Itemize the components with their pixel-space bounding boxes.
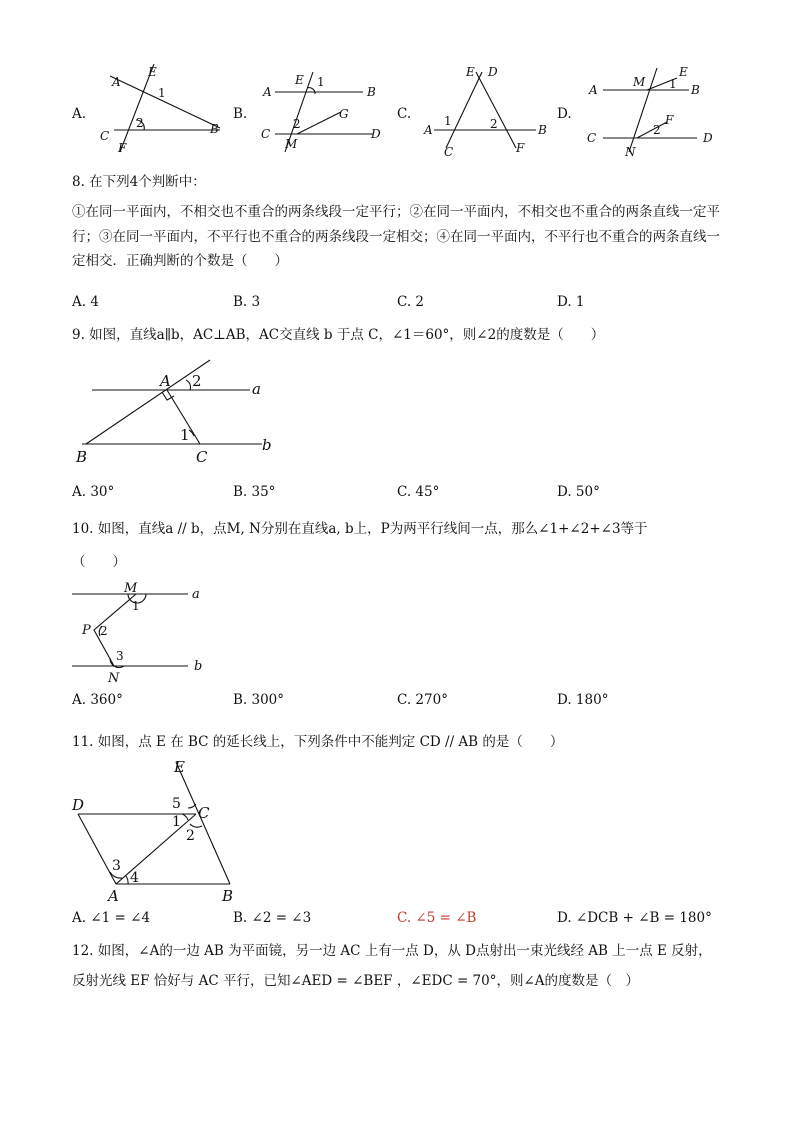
q10-paren: （ ）	[72, 554, 126, 570]
q11-label-5: 5	[172, 796, 181, 812]
q11-label-B: B	[222, 887, 234, 905]
q9-options	[0, 484, 794, 506]
fig7c-label-F: F	[516, 141, 525, 155]
fig7d-label-N: N	[625, 145, 636, 159]
q7-option-a-label: A.	[72, 106, 87, 122]
fig7d-label-B: B	[691, 83, 700, 97]
q8-body: ①在同一平面内，不相交也不重合的两条线段一定平行；②在同一平面内，不相交也不重合的两条直线一定平行；③在同一平面内，不平行也不重合的两条线段一定相交；④在同一平面内，不平行也不重合的两条直线一定相交．正确判断的个数是（ ）	[72, 204, 720, 269]
q10-stem: 10. 如图，直线a // b，点M, N分别在直线a, b上，P为两平行线间一点，那么∠1+∠2+∠3等于	[72, 521, 648, 537]
fig7a-label-F: F	[118, 141, 127, 155]
q9-stem: 9. 如图，直线a∥b，AC⊥AB，AC交直线 b 于点 C，∠1＝60°，则∠2的度数是（ ）	[72, 327, 605, 343]
fig7c-label-C: C	[444, 145, 454, 159]
q11-label-1: 1	[172, 814, 181, 830]
fig7d-label-1: 1	[669, 77, 677, 91]
q11-options	[0, 910, 794, 932]
q7-figure-d	[585, 60, 725, 160]
q11-label-C: C	[198, 804, 210, 822]
q10-label-2: 2	[100, 624, 108, 638]
q10-option-c[interactable]: C. 270°	[397, 692, 448, 708]
q10-label-3: 3	[116, 649, 124, 663]
fig7d-label-C: C	[587, 131, 597, 145]
q10-figure	[66, 578, 216, 688]
q11-option-a[interactable]: A. ∠1 = ∠4	[72, 910, 151, 926]
q12-line1: 12. 如图，∠A的一边 AB 为平面镜，另一边 AC 上有一点 D，从 D点射出一束光线经 AB 上一点 E 反射，	[72, 943, 712, 959]
q9-label-1: 1	[180, 426, 190, 444]
q9-option-d[interactable]: D. 50°	[557, 484, 600, 500]
q11-option-d[interactable]: D. ∠DCB + ∠B = 180°	[557, 910, 712, 926]
fig7b-label-E: E	[295, 73, 304, 87]
q12-line2: 反射光线 EF 恰好与 AC 平行，已知∠AED = ∠BEF ，∠EDC = 70°，则∠A的度数是（ ）	[72, 973, 640, 989]
q9-label-B: B	[76, 448, 88, 466]
q10-label-b: b	[194, 659, 203, 674]
fig7d-label-2: 2	[653, 123, 661, 137]
q8-option-d[interactable]: D. 1	[557, 294, 585, 310]
q7-option-d-label: D.	[557, 106, 572, 122]
q7-figure-c	[420, 60, 560, 160]
q8-stem: 8. 在下列4个判断中：	[72, 174, 206, 190]
q11-option-b[interactable]: B. ∠2 = ∠3	[233, 910, 312, 926]
q10-label-P: P	[82, 623, 91, 638]
q11-label-A: A	[108, 887, 119, 905]
q9-label-2: 2	[192, 372, 202, 390]
fig7d-label-A: A	[589, 83, 598, 97]
q9-label-C: C	[196, 448, 208, 466]
fig7b-label-D: D	[371, 127, 381, 141]
q7-figure-b	[255, 60, 395, 160]
q8-option-b[interactable]: B. 3	[233, 294, 261, 310]
q10-options	[0, 692, 794, 714]
q9-label-b: b	[262, 436, 272, 454]
q11-stem: 11. 如图，点 E 在 BC 的延长线上，下列条件中不能判定 CD // AB 的是（ ）	[72, 734, 564, 750]
fig7d-label-E: E	[679, 65, 688, 79]
fig7a-label-E: E	[148, 65, 157, 79]
q9-figure	[72, 352, 292, 470]
fig7b-label-M: M	[285, 137, 298, 151]
fig7b-label-2: 2	[293, 117, 301, 131]
fig7a-label-2: 2	[136, 116, 144, 130]
q10-label-N: N	[108, 671, 120, 686]
q9-option-b[interactable]: B. 35°	[233, 484, 276, 500]
fig7c-label-B: B	[538, 123, 547, 137]
fig7a-label-B: B	[210, 122, 219, 136]
q11-label-4: 4	[130, 870, 139, 886]
q10-label-1: 1	[132, 599, 140, 613]
fig7b-label-1: 1	[317, 75, 325, 89]
fig7a-label-1: 1	[158, 86, 166, 100]
q7-option-c-label: C.	[397, 106, 412, 122]
q10-label-M: M	[124, 581, 138, 596]
fig7d-label-M: M	[633, 75, 646, 89]
q11-label-2: 2	[186, 828, 195, 844]
q10-label-a: a	[192, 587, 200, 602]
q9-label-a: a	[252, 380, 261, 398]
q8-options	[0, 294, 794, 316]
fig7b-label-G: G	[339, 107, 349, 121]
q8-option-c[interactable]: C. 2	[397, 294, 425, 310]
q9-option-c[interactable]: C. 45°	[397, 484, 440, 500]
fig7c-label-1: 1	[444, 114, 452, 128]
q11-figure	[70, 756, 250, 906]
fig7d-label-F: F	[665, 113, 674, 127]
q7-figures	[0, 60, 794, 170]
q10-option-a[interactable]: A. 360°	[72, 692, 123, 708]
q8-option-a[interactable]: A. 4	[72, 294, 99, 310]
fig7d-label-D: D	[703, 131, 713, 145]
fig7b-label-B: B	[367, 85, 376, 99]
q11-label-3: 3	[112, 858, 121, 874]
fig7c-label-E: E	[466, 65, 475, 79]
q7-option-b-label: B.	[233, 106, 248, 122]
fig7a-label-A: A	[112, 75, 121, 89]
q11-label-E: E	[174, 758, 185, 776]
q9-option-a[interactable]: A. 30°	[72, 484, 115, 500]
fig7c-label-2: 2	[490, 117, 498, 131]
q11-option-c[interactable]: C. ∠5 = ∠B	[397, 910, 477, 926]
fig7b-label-C: C	[261, 127, 271, 141]
fig7b-label-A: A	[263, 85, 272, 99]
q10-option-d[interactable]: D. 180°	[557, 692, 609, 708]
q10-option-b[interactable]: B. 300°	[233, 692, 285, 708]
q9-label-A: A	[160, 372, 171, 390]
fig7a-label-C: C	[100, 129, 110, 143]
fig7c-label-A: A	[424, 123, 433, 137]
q7-figure-a	[90, 60, 230, 160]
q11-label-D: D	[72, 796, 85, 814]
fig7c-label-D: D	[488, 65, 498, 79]
